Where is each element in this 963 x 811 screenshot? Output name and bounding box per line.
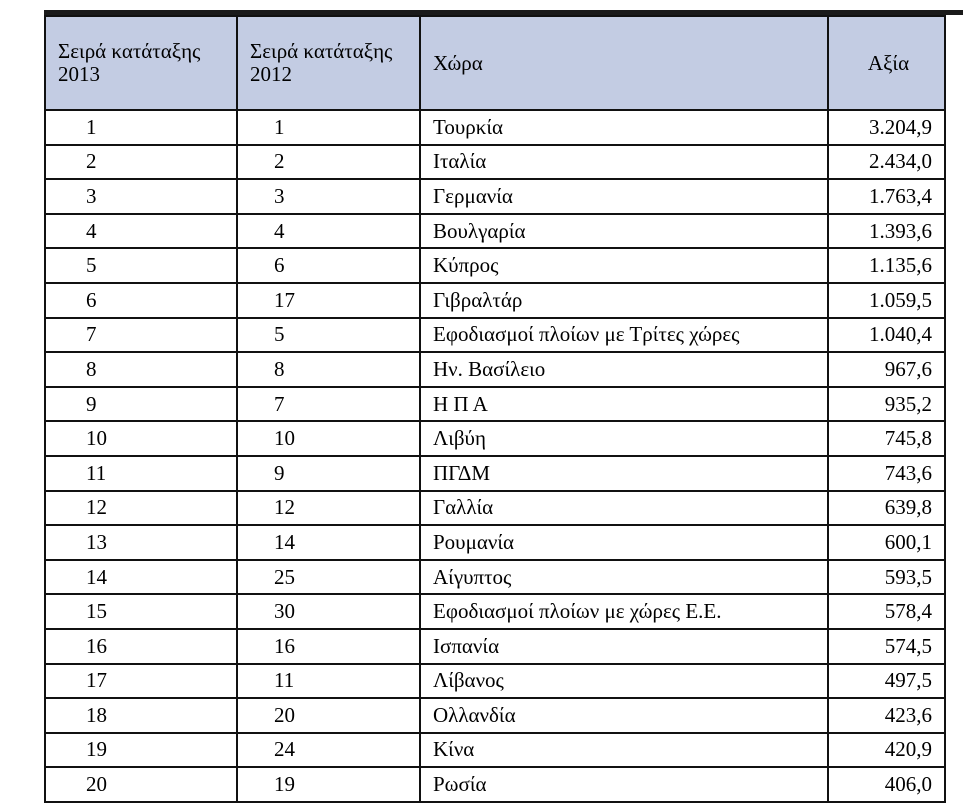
value-cell: 743,6 — [828, 456, 945, 491]
table-row — [45, 248, 945, 283]
country-cell: Ρωσία — [420, 767, 828, 802]
rank-2012-cell: 5 — [237, 318, 420, 353]
country-cell: Κύπρος — [420, 248, 828, 283]
table-row — [45, 214, 945, 249]
country-cell: Εφοδιασμοί πλοίων με χώρες Ε.Ε. — [420, 594, 828, 629]
table-row — [45, 664, 945, 699]
country-cell: Ολλανδία — [420, 698, 828, 733]
table-row — [45, 525, 945, 560]
value-cell: 406,0 — [828, 767, 945, 802]
rank-2012-cell: 12 — [237, 491, 420, 526]
rank-2013-cell: 8 — [45, 352, 237, 387]
rank-2013-cell: 17 — [45, 664, 237, 699]
value-cell: 1.059,5 — [828, 283, 945, 318]
table-row — [45, 179, 945, 214]
header-value: Αξία — [828, 16, 945, 110]
table-row — [45, 421, 945, 456]
rank-2013-cell: 12 — [45, 491, 237, 526]
rank-2012-cell: 19 — [237, 767, 420, 802]
rank-2012-cell: 2 — [237, 145, 420, 180]
rank-2012-cell: 4 — [237, 214, 420, 249]
rank-2013-cell: 18 — [45, 698, 237, 733]
header-rank-2012: Σειρά κατάταξης 2012 — [237, 16, 420, 110]
country-cell: Η Π Α — [420, 387, 828, 422]
table-row — [45, 767, 945, 802]
table-row — [45, 594, 945, 629]
export-ranking-table — [44, 15, 946, 803]
rank-2013-cell: 5 — [45, 248, 237, 283]
table-body — [45, 110, 945, 802]
country-cell: ΠΓΔΜ — [420, 456, 828, 491]
rank-2013-cell: 19 — [45, 733, 237, 768]
rank-2013-cell: 7 — [45, 318, 237, 353]
rank-2012-cell: 14 — [237, 525, 420, 560]
rank-2012-cell: 24 — [237, 733, 420, 768]
value-cell: 423,6 — [828, 698, 945, 733]
value-cell: 420,9 — [828, 733, 945, 768]
rank-2013-cell: 6 — [45, 283, 237, 318]
value-cell: 593,5 — [828, 560, 945, 595]
value-cell: 578,4 — [828, 594, 945, 629]
rank-2012-cell: 20 — [237, 698, 420, 733]
rank-2012-cell: 7 — [237, 387, 420, 422]
rank-2012-cell: 11 — [237, 664, 420, 699]
value-cell: 1.135,6 — [828, 248, 945, 283]
country-cell: Γιβραλτάρ — [420, 283, 828, 318]
rank-2013-cell: 10 — [45, 421, 237, 456]
table-row — [45, 733, 945, 768]
value-cell: 600,1 — [828, 525, 945, 560]
table-row — [45, 560, 945, 595]
table-row — [45, 318, 945, 353]
country-cell: Γαλλία — [420, 491, 828, 526]
country-cell: Λίβανος — [420, 664, 828, 699]
table-row — [45, 145, 945, 180]
rank-2013-cell: 20 — [45, 767, 237, 802]
value-cell: 574,5 — [828, 629, 945, 664]
rank-2013-cell: 14 — [45, 560, 237, 595]
rank-2013-cell: 2 — [45, 145, 237, 180]
header-row — [45, 16, 945, 110]
rank-2013-cell: 1 — [45, 110, 237, 145]
table-row — [45, 283, 945, 318]
value-cell: 639,8 — [828, 491, 945, 526]
country-cell: Ισπανία — [420, 629, 828, 664]
country-cell: Λιβύη — [420, 421, 828, 456]
country-cell: Αίγυπτος — [420, 560, 828, 595]
rank-2013-cell: 16 — [45, 629, 237, 664]
value-cell: 2.434,0 — [828, 145, 945, 180]
rank-2012-cell: 17 — [237, 283, 420, 318]
table-row — [45, 352, 945, 387]
country-cell: Τουρκία — [420, 110, 828, 145]
rank-2013-cell: 9 — [45, 387, 237, 422]
country-cell: Ρουμανία — [420, 525, 828, 560]
rank-2012-cell: 3 — [237, 179, 420, 214]
rank-2012-cell: 8 — [237, 352, 420, 387]
rank-2013-cell: 11 — [45, 456, 237, 491]
country-cell: Ην. Βασίλειο — [420, 352, 828, 387]
country-cell: Εφοδιασμοί πλοίων με Τρίτες χώρες — [420, 318, 828, 353]
value-cell: 745,8 — [828, 421, 945, 456]
country-cell: Ιταλία — [420, 145, 828, 180]
country-cell: Βουλγαρία — [420, 214, 828, 249]
value-cell: 967,6 — [828, 352, 945, 387]
value-cell: 1.040,4 — [828, 318, 945, 353]
header-country: Χώρα — [420, 16, 828, 110]
rank-2013-cell: 13 — [45, 525, 237, 560]
country-cell: Γερμανία — [420, 179, 828, 214]
table-row — [45, 698, 945, 733]
rank-2012-cell: 10 — [237, 421, 420, 456]
rank-2012-cell: 30 — [237, 594, 420, 629]
rank-2012-cell: 25 — [237, 560, 420, 595]
rank-2013-cell: 4 — [45, 214, 237, 249]
value-cell: 935,2 — [828, 387, 945, 422]
rank-2013-cell: 15 — [45, 594, 237, 629]
table-row — [45, 456, 945, 491]
value-cell: 3.204,9 — [828, 110, 945, 145]
rank-2012-cell: 16 — [237, 629, 420, 664]
table-row — [45, 491, 945, 526]
value-cell: 1.393,6 — [828, 214, 945, 249]
value-cell: 1.763,4 — [828, 179, 945, 214]
rank-2012-cell: 6 — [237, 248, 420, 283]
header-rank-2013: Σειρά κατάταξης 2013 — [45, 16, 237, 110]
table-row — [45, 629, 945, 664]
rank-2012-cell: 1 — [237, 110, 420, 145]
rank-2012-cell: 9 — [237, 456, 420, 491]
rank-2013-cell: 3 — [45, 179, 237, 214]
table-row — [45, 387, 945, 422]
country-cell: Κίνα — [420, 733, 828, 768]
table-row — [45, 110, 945, 145]
value-cell: 497,5 — [828, 664, 945, 699]
